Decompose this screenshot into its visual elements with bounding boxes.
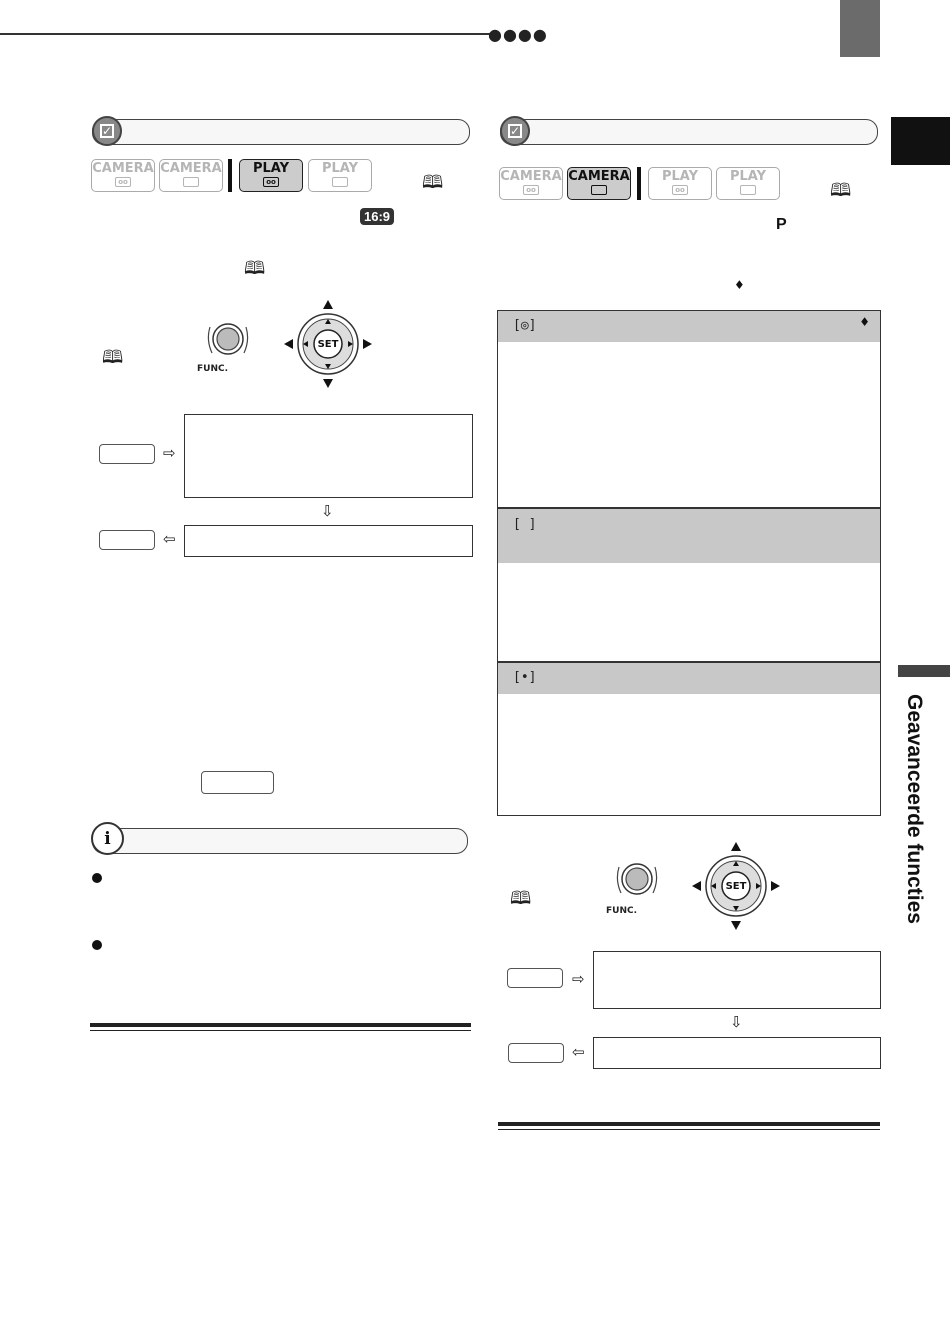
button-outline-box (201, 771, 274, 794)
right-section-header-bar (500, 119, 878, 145)
arrow-down-icon: ⇩ (730, 1013, 743, 1031)
section-rule (498, 1122, 880, 1126)
func-button-illustration (204, 317, 250, 363)
mode-play-tape: PLAY oo (239, 159, 303, 192)
mode-camera-tape: CAMERA oo (499, 167, 563, 200)
info-icon: i (91, 822, 124, 855)
top-dots: ●●●● (488, 25, 548, 44)
book-reference-icon: 🕮 (830, 180, 852, 201)
note-bullet (92, 940, 102, 950)
note-bullet (92, 873, 102, 883)
left-section-header-bar (92, 119, 470, 145)
program-mode-letter: P (776, 216, 787, 233)
evaluative-metering-icon: [◎] (513, 318, 537, 333)
menu-item-box (99, 444, 155, 464)
mode-separator (228, 159, 232, 192)
func-button-illustration (613, 857, 659, 903)
chapter-tab (891, 117, 950, 165)
arrow-left-icon: ⇦ (163, 530, 176, 548)
notes-header-bar (92, 828, 468, 854)
metering-mode-table (497, 310, 881, 816)
top-rule (0, 33, 490, 35)
diamond-marker: ♦ (859, 315, 870, 329)
arrow-right-icon: ⇨ (163, 444, 176, 462)
checklist-icon: ✓ (500, 116, 530, 146)
spot-metering-icon: [•] (513, 670, 537, 685)
book-reference-icon: 🕮 (510, 888, 532, 909)
section-title-vertical: Geavanceerde functies (903, 694, 926, 924)
mode-separator (637, 167, 641, 200)
book-reference-icon: 🕮 (102, 347, 124, 368)
mode-camera-card: CAMERA (159, 159, 223, 192)
menu-panel (593, 951, 881, 1009)
mode-play-tape: PLAY oo (648, 167, 712, 200)
table-row-header (498, 663, 880, 694)
book-reference-icon: 🕮 (244, 258, 266, 279)
func-label: FUNC. (606, 906, 638, 916)
mode-camera-tape: CAMERA oo (91, 159, 155, 192)
mode-camera-card: CAMERA (567, 167, 631, 200)
mode-play-card: PLAY (716, 167, 780, 200)
diamond-marker: ♦ (734, 278, 745, 292)
arrow-down-icon: ⇩ (321, 502, 334, 520)
set-label: SET (317, 339, 339, 350)
func-label: FUNC. (197, 364, 229, 374)
aspect-ratio-badge: 16:9 (360, 208, 394, 226)
menu-panel (593, 1037, 881, 1069)
arrow-right-icon: ⇨ (572, 970, 585, 988)
menu-item-box (507, 968, 563, 988)
menu-panel (184, 414, 473, 498)
menu-item-box (99, 530, 155, 550)
table-row-header (498, 311, 880, 342)
section-tab-marker (898, 665, 950, 677)
section-rule (90, 1023, 471, 1027)
corner-tab (840, 0, 880, 57)
arrow-left-icon: ⇦ (572, 1043, 585, 1061)
menu-panel (184, 525, 473, 557)
table-row-header (498, 509, 880, 563)
mode-play-card: PLAY (308, 159, 372, 192)
set-label: SET (725, 881, 747, 892)
center-weighted-metering-icon: [ ] (513, 517, 537, 532)
checklist-icon: ✓ (92, 116, 122, 146)
menu-item-box (508, 1043, 564, 1063)
section-rule-thin (90, 1030, 471, 1031)
book-reference-icon: 🕮 (422, 172, 444, 193)
section-rule-thin (498, 1129, 880, 1130)
